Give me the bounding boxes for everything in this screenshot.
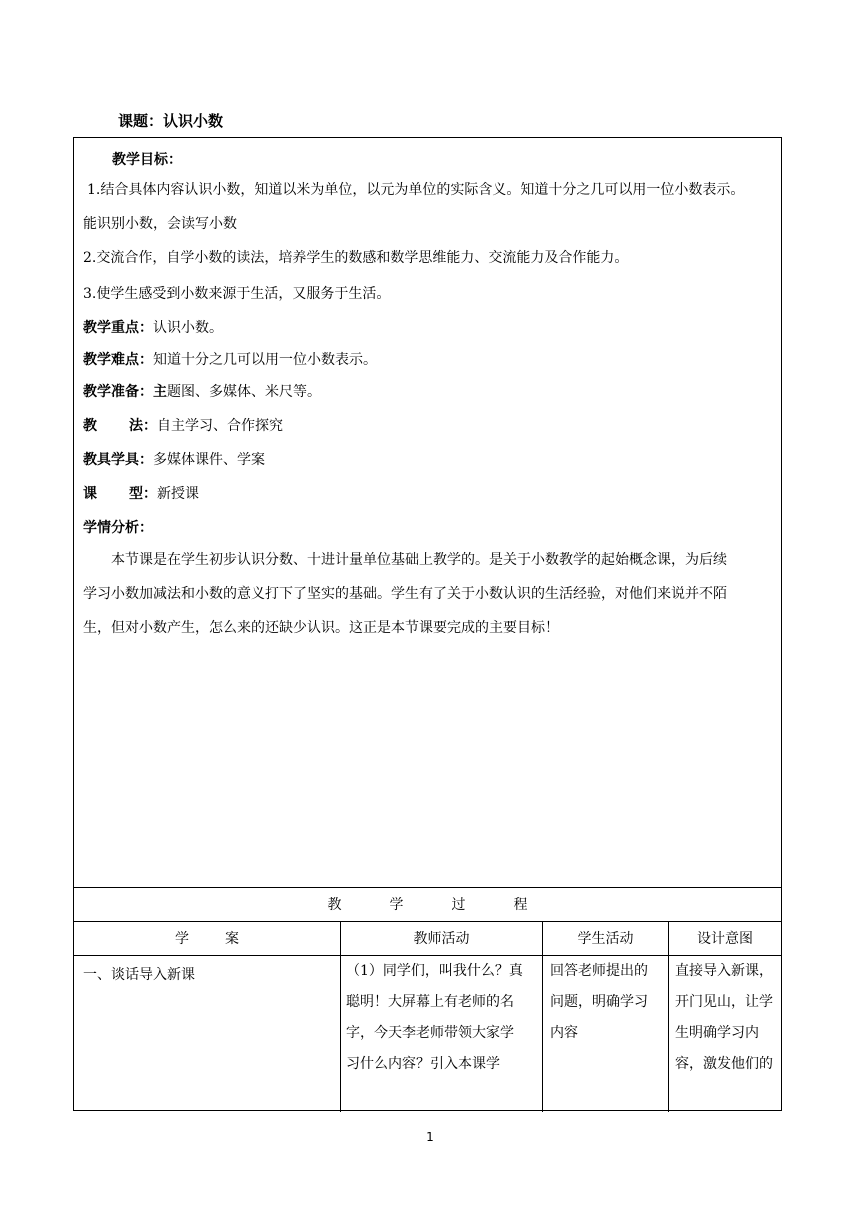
teaching-method <box>83 416 283 436</box>
objective-3: 3.使学生感受到小数来源于生活，又服务于生活。 <box>83 286 391 302</box>
key-point-label: 教学重点： <box>83 320 153 336</box>
teaching-tools <box>83 450 265 470</box>
objective-1-line-2: 能识别小数，会读写小数 <box>83 216 237 232</box>
preparation <box>83 382 321 402</box>
key-point <box>83 318 223 338</box>
header-plan-char-2: 案 <box>225 931 239 947</box>
process-char-3: 过 <box>451 897 466 913</box>
teacher-line-1: （1）同学们，叫我什么？真 <box>346 963 523 979</box>
teacher-line-2: 聪明！大屏幕上有老师的名 <box>346 994 514 1010</box>
student-line-3: 内容 <box>550 1025 578 1041</box>
analysis-label: 学情分析： <box>83 520 153 536</box>
row1-design-intent <box>675 956 773 1080</box>
design-line-2: 开门见山，让学 <box>675 994 773 1010</box>
type-value: 新授课 <box>157 486 199 502</box>
overview-cell <box>74 138 781 888</box>
preparation-value: 题图、多媒体、米尺等。 <box>167 384 321 400</box>
tools-value: 多媒体课件、学案 <box>153 452 265 468</box>
objectives-heading: 教学目标： <box>112 152 182 168</box>
objective-2: 2.交流合作，自学小数的读法，培养学生的数感和数学思维能力、交流能力及合作能力。 <box>83 250 629 266</box>
page-number: 1 <box>426 1130 434 1144</box>
header-student-activity: 学生活动 <box>577 931 634 947</box>
column-divider-3 <box>668 922 669 1112</box>
process-char-1: 教 <box>327 897 342 913</box>
preparation-label: 教学准备：主 <box>83 384 167 400</box>
method-value: 自主学习、合作探究 <box>157 418 283 434</box>
design-line-1: 直接导入新课， <box>675 963 773 979</box>
column-divider-1 <box>340 922 341 1112</box>
lesson-title: 课题：认识小数 <box>118 112 224 130</box>
type-label-2: 型： <box>129 486 157 502</box>
key-point-value: 认识小数。 <box>153 320 223 336</box>
row1-plan: 一、谈话导入新课 <box>83 967 195 983</box>
header-plan-char-1: 学 <box>175 931 189 947</box>
method-label-1: 教 <box>83 418 97 434</box>
teacher-line-4: 习什么内容？引入本课学 <box>346 1056 500 1072</box>
student-line-1: 回答老师提出的 <box>550 963 648 979</box>
difficulty <box>83 350 377 370</box>
student-line-2: 问题，明确学习 <box>550 994 648 1010</box>
design-line-3: 生明确学习内 <box>675 1025 759 1041</box>
analysis-line-2: 学习小数加减法和小数的意义打下了坚实的基础。学生有了关于小数认识的生活经验，对他们来说并不陌 <box>83 586 727 602</box>
teaching-process-header <box>74 888 781 922</box>
process-char-4: 程 <box>513 897 528 913</box>
header-plan <box>74 922 340 956</box>
method-label-2: 法： <box>129 418 157 434</box>
analysis-line-1: 本节课是在学生初步认识分数、十进计量单位基础上教学的。是关于小数教学的起始概念课，为后续 <box>111 552 727 568</box>
teacher-line-3: 字，今天李老师带领大家学 <box>346 1025 514 1041</box>
objective-1-line-1: 1.结合具体内容认识小数，知道以米为单位，以元为单位的实际含义。知道十分之几可以用一位小数表示。 <box>87 182 745 198</box>
row1-teacher-activity <box>346 956 523 1080</box>
lesson-type <box>83 484 199 504</box>
type-label-1: 课 <box>83 486 97 502</box>
design-line-4: 容，激发他们的 <box>675 1056 773 1072</box>
row1-student-activity <box>550 956 648 1049</box>
column-divider-2 <box>542 922 543 1112</box>
process-char-2: 学 <box>389 897 404 913</box>
tools-label: 教具学具： <box>83 452 153 468</box>
analysis-line-3: 生，但对小数产生，怎么来的还缺少认识。这正是本节课要完成的主要目标！ <box>83 620 559 636</box>
header-teacher-activity: 教师活动 <box>413 931 470 947</box>
header-design-intent: 设计意图 <box>697 931 753 947</box>
difficulty-value: 知道十分之几可以用一位小数表示。 <box>153 352 377 368</box>
lesson-plan-table <box>73 137 782 1111</box>
difficulty-label: 教学难点： <box>83 352 153 368</box>
